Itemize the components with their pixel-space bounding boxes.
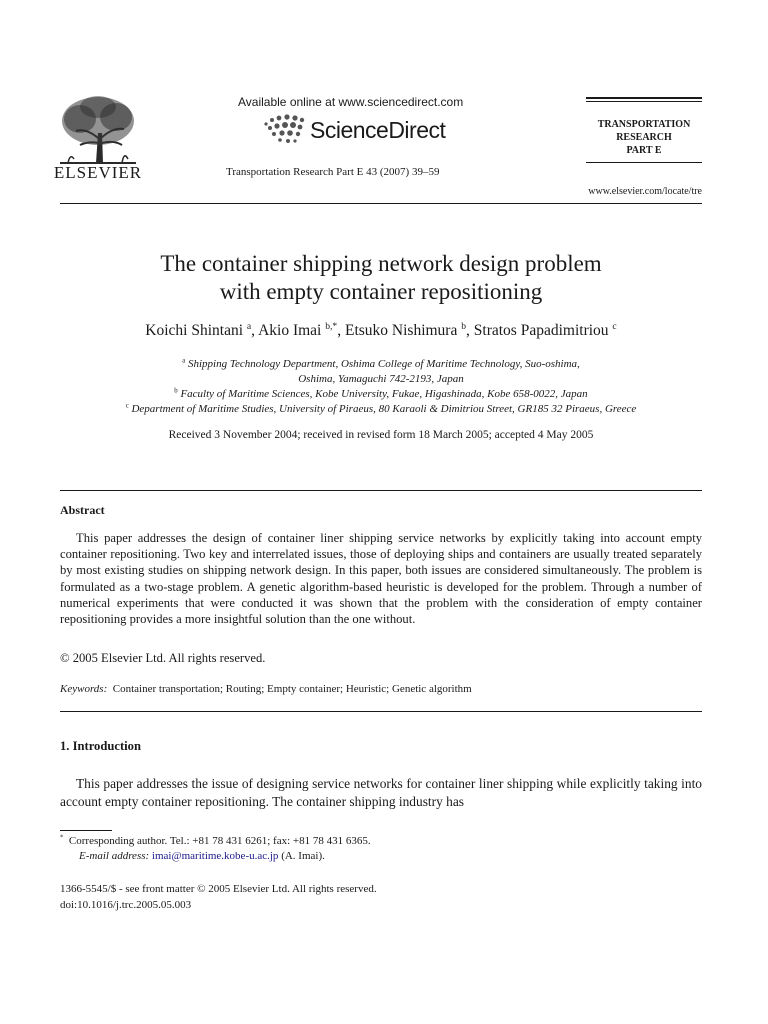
front-matter: [60, 881, 377, 913]
publisher-wordmark: ELSEVIER: [53, 163, 143, 182]
footnote-mark: *: [60, 834, 64, 842]
abstract-top-rule: [60, 490, 702, 491]
sciencedirect-wordmark: ScienceDirect: [310, 117, 446, 143]
doi-link[interactable]: doi:10.1016/j.trc.2005.05.003: [60, 899, 192, 911]
affiliation-line: Department of Maritime Studies, University of Piraeus, 80 Karaoli & Dimitriou Street, GR185 32 Piraeus, Greece: [131, 403, 637, 415]
abstract-copyright: © 2005 Elsevier Ltd. All rights reserved.: [60, 651, 266, 665]
author-separator: ,: [251, 322, 259, 339]
footnote-rule: [60, 830, 112, 831]
article-title: [60, 250, 702, 306]
affiliation-line: Oshima, Yamaguchi 742-2193, Japan: [298, 373, 464, 385]
journal-citation: Transportation Research Part E 43 (2007) 39–59: [226, 166, 440, 178]
author-name[interactable]: Stratos Papadimitriou: [473, 322, 609, 339]
available-online-text: Available online at www.sciencedirect.com: [238, 95, 464, 109]
introduction-body: This paper addresses the issue of designing service networks for container liner shipping while explicitly taking into account empty container repositioning. The container shipping industry has: [60, 776, 702, 809]
journal-name: [586, 118, 702, 157]
journal-name-line: TRANSPORTATION: [597, 119, 691, 130]
author-name[interactable]: Koichi Shintani: [145, 322, 244, 339]
affiliation-b: [60, 387, 702, 402]
email-suffix: (A. Imai).: [281, 850, 325, 862]
author-affiliation-mark: c: [612, 320, 617, 332]
author-name[interactable]: Akio Imai: [258, 322, 322, 339]
footnote-email: [60, 849, 721, 864]
author-affiliation-mark: b: [461, 320, 467, 332]
abstract-body: This paper addresses the design of container liner shipping service networks by explicitly taking into account empty container repositioning. Two key and interrelated issues, those of deploying ships and containers are usually treated separately by most existing studies on shipping network design. In this paper, both issues are considered simultaneously. The problem is formulated as a two-stage problem. A genetic algorithm-based heuristic is developed for the problem. Through a number of numerical experiments that were conducted it was shown that the problem with the consideration of empty container repositioning provides a more insightful solution than the one without.: [60, 531, 702, 627]
received-dates: Received 3 November 2004; received in revised form 18 March 2005; accepted 4 May 2005: [168, 429, 594, 441]
abstract-heading: Abstract: [60, 503, 105, 517]
keywords: [60, 683, 702, 695]
author-list: [60, 322, 702, 340]
journal-box-bottom-rule: [586, 162, 702, 163]
affiliation-mark: c: [125, 402, 129, 410]
title-line: The container shipping network design problem: [160, 251, 602, 276]
corresponding-author-text: Corresponding author. Tel.: +81 78 431 6261; fax: +81 78 431 6365.: [68, 835, 371, 847]
header-divider: [60, 203, 702, 204]
affiliation-a: [60, 357, 702, 387]
title-line: with empty container repositioning: [219, 279, 543, 304]
affiliation-line: Faculty of Maritime Sciences, Kobe University, Fukae, Higashinada, Kobe 658-0022, Japan: [180, 388, 588, 400]
affiliation-mark: a: [182, 357, 186, 365]
keywords-bottom-rule: [60, 711, 702, 712]
author-affiliation-mark: a: [246, 320, 252, 332]
journal-name-line: PART E: [626, 145, 662, 156]
email-link[interactable]: imai@maritime.kobe-u.ac.jp: [151, 850, 279, 862]
affiliation-mark: b: [174, 387, 178, 395]
author-separator: ,: [466, 322, 474, 339]
footnote-corresponding: [60, 834, 702, 849]
keywords-list: Container transportation; Routing; Empty container; Heuristic; Genetic algorithm: [112, 683, 472, 695]
email-label: E-mail address:: [79, 850, 150, 862]
journal-box-rule-thin: [586, 101, 702, 102]
keywords-label: Keywords:: [60, 683, 108, 695]
issn-line: 1366-5545/$ - see front matter © 2005 Elsevier Ltd. All rights reserved.: [60, 883, 377, 895]
section-heading-introduction: 1. Introduction: [60, 739, 141, 753]
author-name[interactable]: Etsuko Nishimura: [344, 322, 458, 339]
journal-url-link[interactable]: www.elsevier.com/locate/tre: [588, 186, 702, 197]
author-separator: ,: [337, 322, 345, 339]
journal-box-rule: [586, 97, 702, 99]
affiliation-c: [60, 402, 702, 417]
affiliation-line: Shipping Technology Department, Oshima College of Maritime Technology, Suo-oshima,: [187, 358, 580, 370]
author-affiliation-mark: b,*: [325, 320, 338, 332]
journal-name-line: RESEARCH: [616, 132, 672, 143]
